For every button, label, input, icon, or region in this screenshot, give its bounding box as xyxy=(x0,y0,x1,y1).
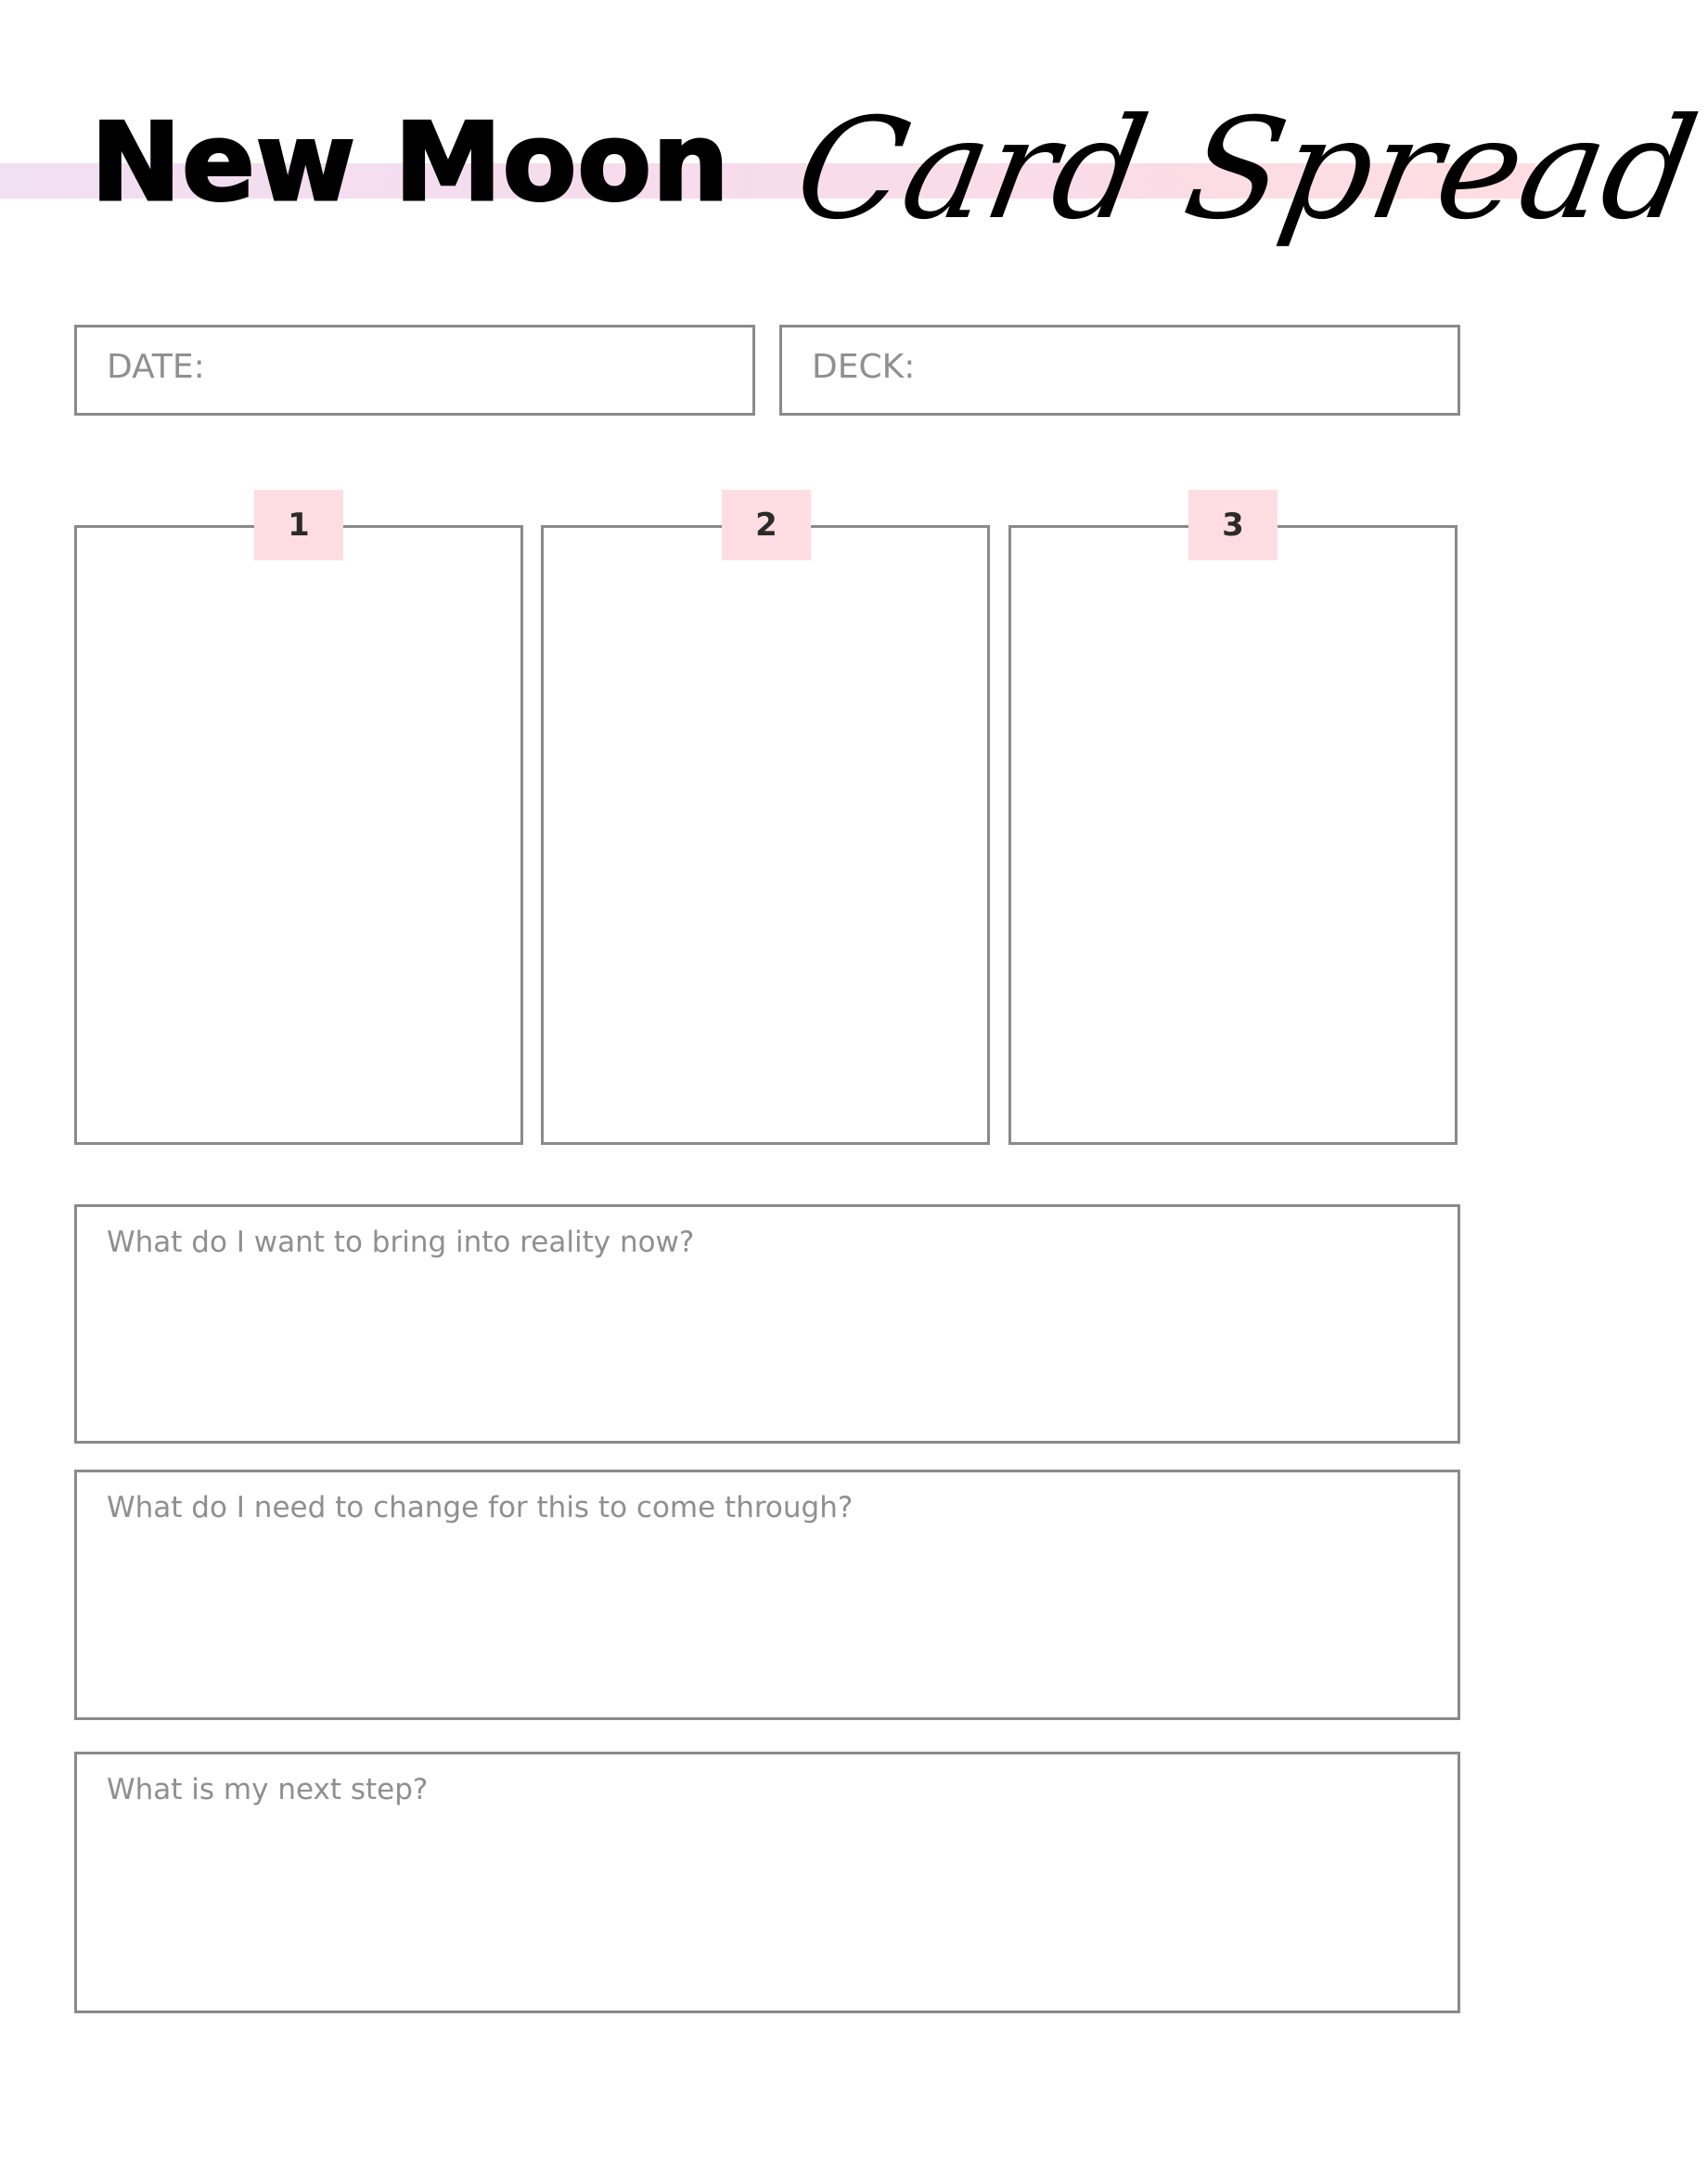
prompt-label-3: What is my next step? xyxy=(107,1773,429,1806)
deck-label: DECK: xyxy=(812,348,916,386)
page-title-script: Card Spread xyxy=(784,89,1708,250)
prompt-label-2: What do I need to change for this to come through? xyxy=(107,1491,854,1524)
card-number-badge-3: 3 xyxy=(1188,490,1278,560)
prompt-box-bring-into-reality[interactable] xyxy=(74,1204,1460,1444)
card-slot-3[interactable] xyxy=(1008,525,1458,1145)
prompt-box-need-to-change[interactable] xyxy=(74,1470,1460,1720)
card-slot-2[interactable] xyxy=(541,525,990,1145)
prompt-label-1: What do I want to bring into reality now? xyxy=(107,1226,695,1259)
date-field[interactable] xyxy=(74,325,755,416)
page-title-bold: New Moon xyxy=(91,100,730,225)
card-number-badge-2: 2 xyxy=(722,490,811,560)
date-label: DATE: xyxy=(107,348,205,386)
card-slot-1[interactable] xyxy=(74,525,523,1145)
card-number-badge-1: 1 xyxy=(254,490,343,560)
deck-field[interactable] xyxy=(779,325,1460,416)
prompt-box-next-step[interactable] xyxy=(74,1752,1460,2013)
